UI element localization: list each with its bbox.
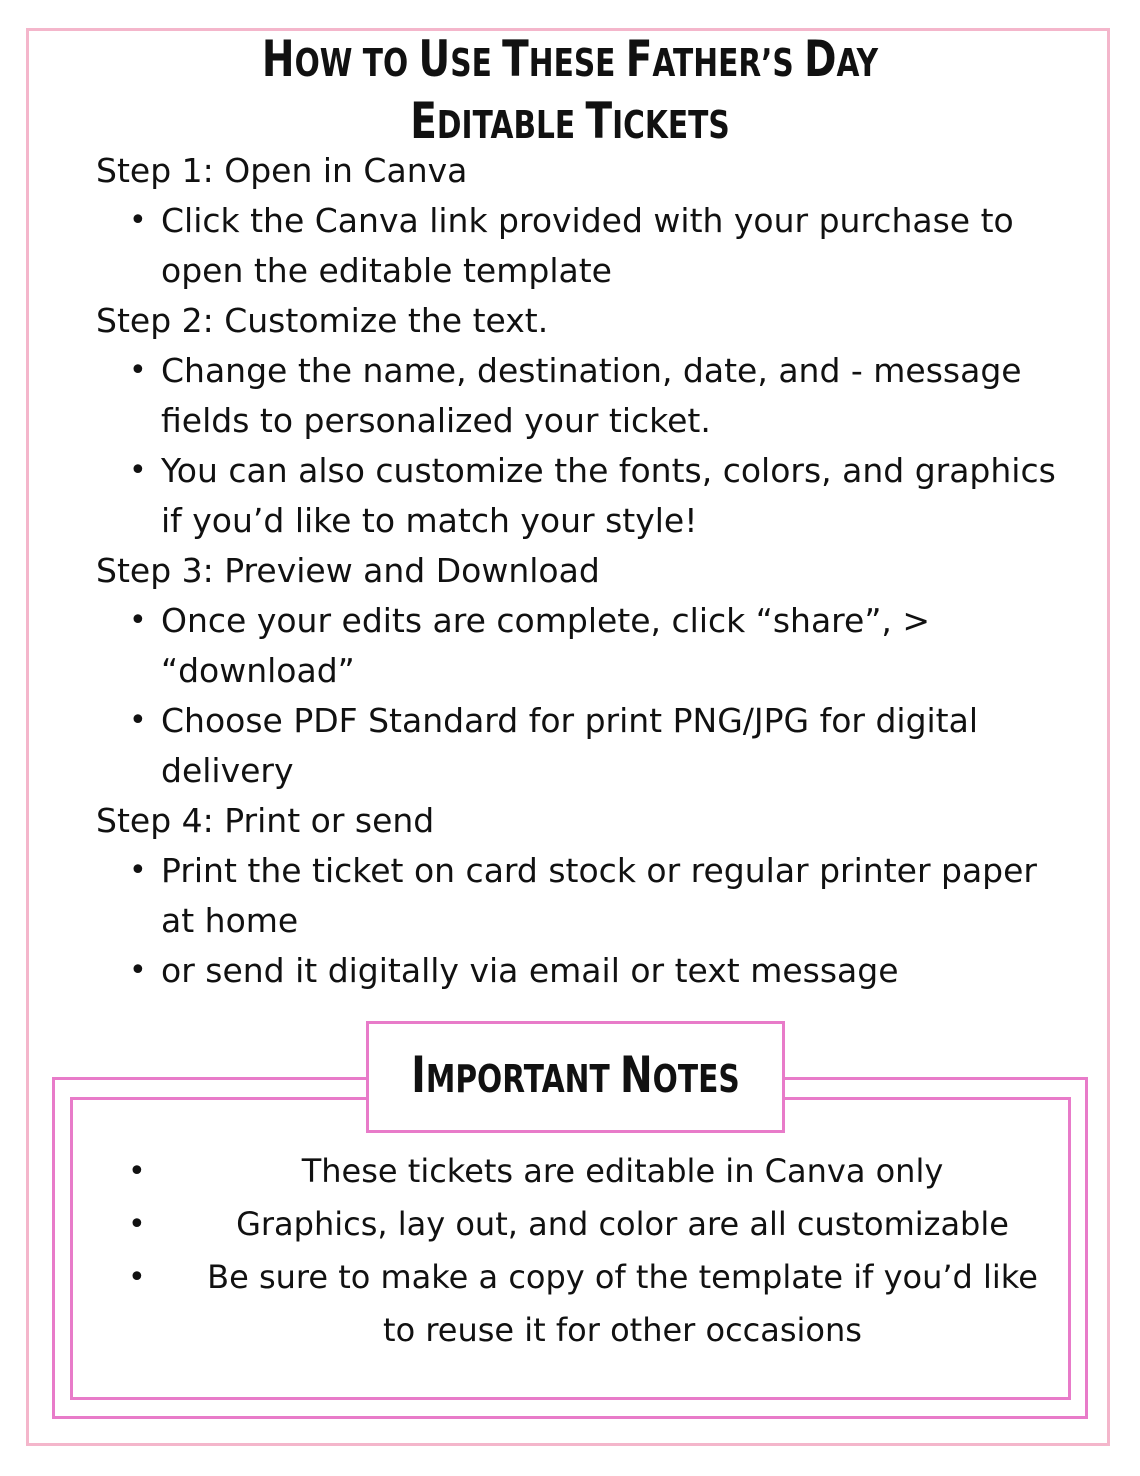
bullet-dot-icon: • (129, 453, 147, 488)
bullet-text-line: Click the Canva link provided with your purchase to (161, 201, 1014, 240)
bullet-text-line: if you’d like to match your style! (161, 501, 698, 540)
bullet-text-line: open the editable template (161, 251, 612, 290)
note-text-line: These tickets are editable in Canva only (301, 1152, 944, 1190)
bullet-text-line: “download” (161, 651, 355, 690)
bullet-text-line: Print the ticket on card stock or regular printer paper (161, 851, 1037, 890)
bullet-text-line: You can also customize the fonts, colors, and graphics (161, 451, 1056, 490)
notes-list (120, 1145, 1075, 1357)
title-line-2: EDITABLE TICKETS (410, 92, 730, 150)
bullet-text-line: at home (161, 901, 299, 940)
title-line-1: HOW TO USE THESE FATHER’S DAY (261, 30, 879, 88)
note-text-line: to reuse it for other occasions (383, 1311, 862, 1349)
page-title (125, 30, 1014, 154)
step-heading: Step 2: Customize the text. (96, 301, 549, 340)
step-bullet (96, 446, 1076, 546)
note-item (120, 1251, 1075, 1357)
notes-title: IMPORTANT NOTES (411, 1046, 740, 1104)
step-bullet (96, 696, 1076, 796)
bullet-dot-icon: • (129, 853, 147, 888)
bullet-dot-icon: • (128, 1154, 146, 1189)
notes-title-box (366, 1021, 785, 1133)
bullet-dot-icon: • (129, 953, 147, 988)
bullet-dot-icon: • (129, 353, 147, 388)
bullet-text-line: Choose PDF Standard for print PNG/JPG for digital (161, 701, 979, 740)
bullet-text-line: fields to personalized your ticket. (161, 401, 711, 440)
step-heading: Step 1: Open in Canva (96, 151, 468, 190)
bullet-dot-icon: • (128, 1260, 146, 1295)
step-bullet (96, 596, 1076, 696)
bullet-text-line: Once your edits are complete, click “share”, > (161, 601, 931, 640)
bullet-dot-icon: • (129, 603, 147, 638)
step-bullet (96, 346, 1076, 446)
steps-list (96, 146, 1076, 996)
step-heading: Step 4: Print or send (96, 801, 435, 840)
bullet-text-line: Change the name, destination, date, and - message (161, 351, 1022, 390)
step-bullet (96, 846, 1076, 946)
note-text-line: Be sure to make a copy of the template if you’d like (207, 1258, 1038, 1296)
step-heading: Step 3: Preview and Download (96, 551, 600, 590)
bullet-dot-icon: • (129, 703, 147, 738)
note-item (120, 1145, 1075, 1198)
bullet-dot-icon: • (129, 203, 147, 238)
step-bullet (96, 946, 1076, 996)
bullet-text-line: delivery (161, 751, 294, 790)
bullet-dot-icon: • (128, 1207, 146, 1242)
note-text-line: Graphics, lay out, and color are all customizable (236, 1205, 1009, 1243)
bullet-text-line: or send it digitally via email or text message (161, 951, 899, 990)
step-bullet (96, 196, 1076, 296)
note-item (120, 1198, 1075, 1251)
